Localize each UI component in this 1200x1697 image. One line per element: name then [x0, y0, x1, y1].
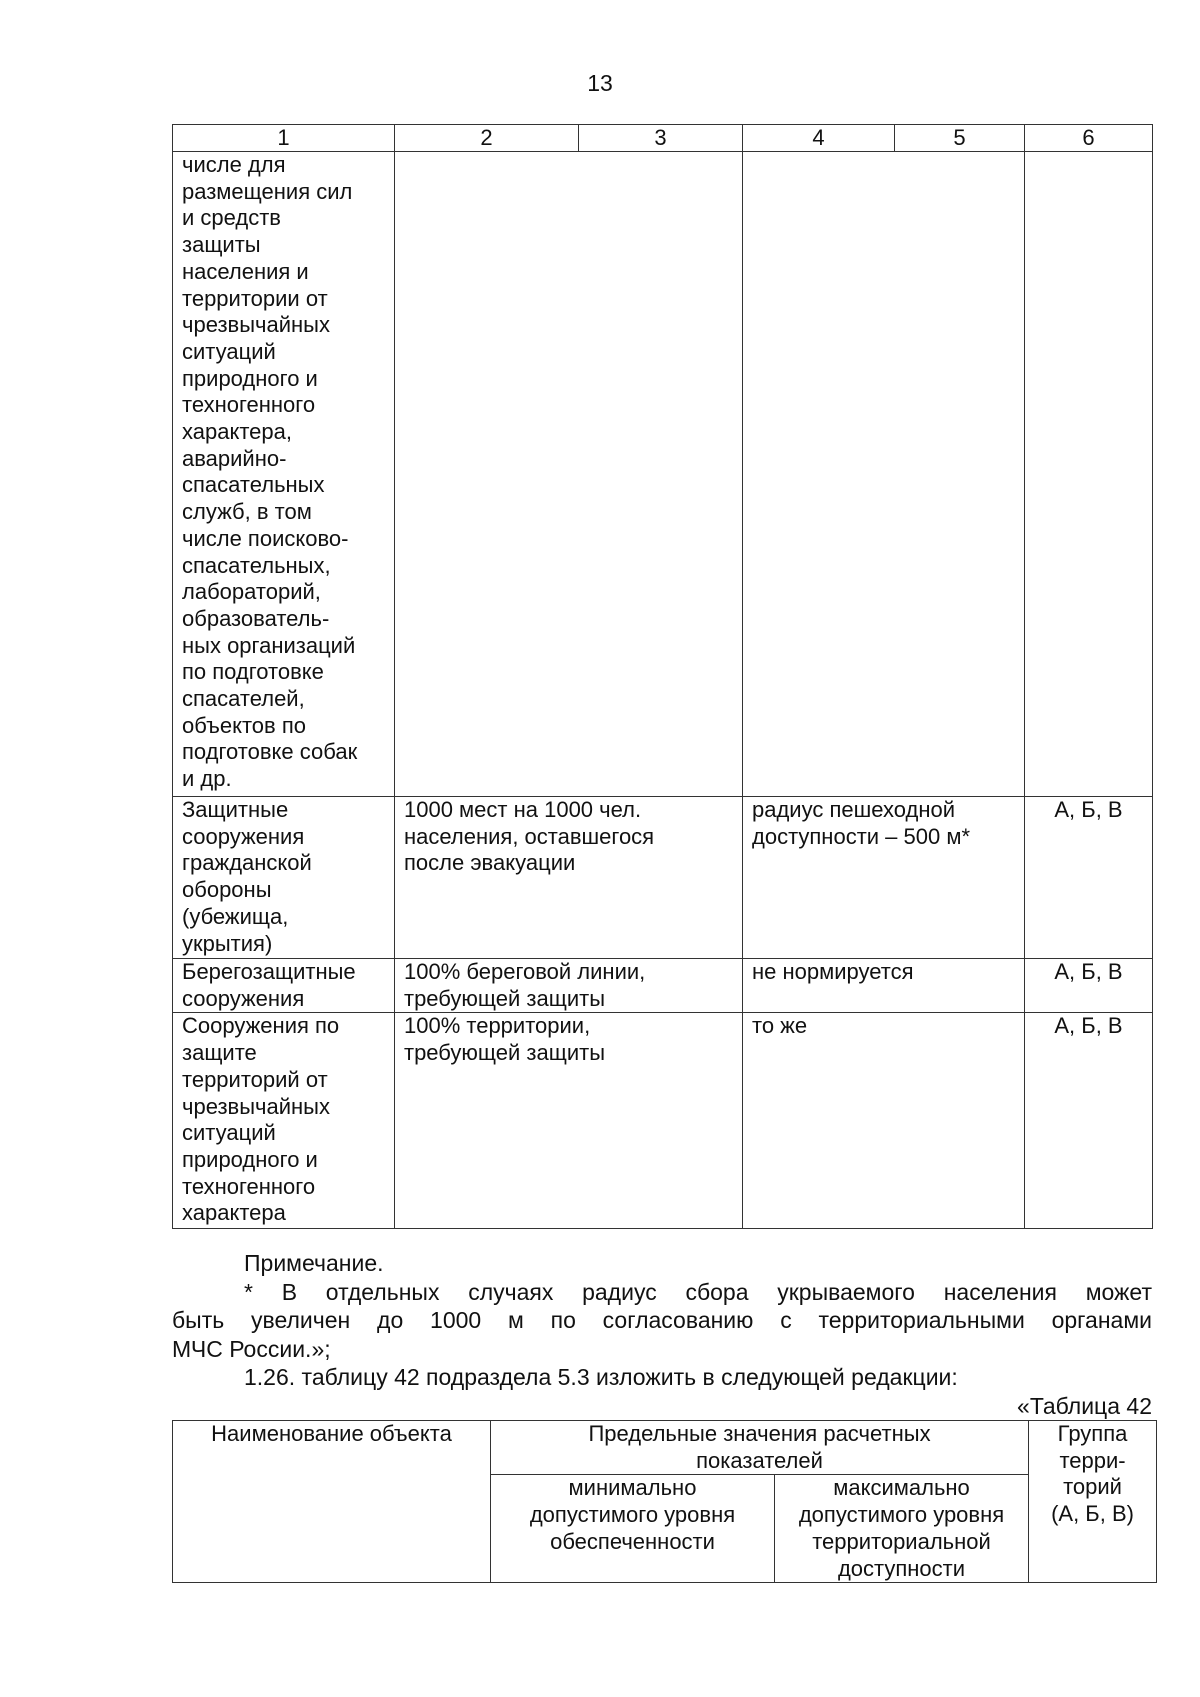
table-row	[173, 959, 1153, 1013]
table-row	[173, 1013, 1153, 1229]
column-number-2: 2	[395, 125, 579, 152]
note-text-line-3: МЧС России.»;	[172, 1336, 331, 1362]
column-number-4: 4	[743, 125, 895, 152]
note-text-line-1: * В отдельных случаях радиус сбора укрываемого населения может	[244, 1279, 1152, 1305]
header-territory-group: Группа терри- торий (А, Б, В)	[1051, 1421, 1134, 1527]
territory-group-cell: А, Б, В	[1054, 1013, 1123, 1039]
min-level-cell: 100% территории, требующей защиты	[404, 1013, 606, 1066]
max-level-cell: радиус пешеходной доступности – 500 м*	[752, 797, 971, 849]
object-name-cell: Защитные сооружения гражданской обороны (убежища, укрытия)	[182, 797, 312, 956]
note-text-line-2: быть увеличен до 1000 м по согласованию с территориальными органами	[172, 1307, 1152, 1333]
column-number-1: 1	[173, 125, 395, 152]
territory-group-cell: А, Б, В	[1054, 797, 1123, 822]
header-max-level: максимально допустимого уровня территориальной доступности	[798, 1475, 1005, 1581]
max-level-cell: то же	[752, 1013, 808, 1039]
table-header-row	[173, 125, 1153, 152]
header-limit-values: Предельные значения расчетных показателей	[588, 1421, 931, 1473]
header-object-name: Наименование объекта	[211, 1421, 452, 1446]
object-name-cell: числе для размещения сил и средств защиты населения и территории от чрезвычайных ситуаций природного и техногенного характера, аварийно- спасательных служб, в том числе поисково- спасательных, лабораторий, образователь- ных организаций по подготовке спасателей, объектов по подготовке собак и др.	[182, 152, 358, 792]
min-level-cell: 100% береговой линии, требующей защиты	[404, 959, 646, 1011]
territory-group-cell: А, Б, В	[1054, 959, 1123, 984]
page-number: 13	[587, 70, 613, 96]
header-min-level: минимально допустимого уровня обеспеченности	[529, 1475, 736, 1554]
note-title: Примечание.	[244, 1250, 384, 1276]
table-row	[173, 152, 1153, 797]
norms-table	[172, 124, 1153, 1229]
object-name-cell: Берегозащитные сооружения	[182, 959, 356, 1011]
object-name-cell: Сооружения по защите территорий от чрезвычайных ситуаций природного и техногенного характера	[182, 1013, 340, 1226]
amendment-instruction: 1.26. таблицу 42 подраздела 5.3 изложить в следующей редакции:	[244, 1364, 958, 1390]
table-row	[173, 797, 1153, 959]
column-number-6: 6	[1025, 125, 1153, 152]
table-42-label: «Таблица 42	[1017, 1393, 1152, 1419]
max-level-cell: не нормируется	[752, 959, 914, 984]
column-number-5: 5	[895, 125, 1025, 152]
table-42-header	[172, 1420, 1157, 1583]
column-number-3: 3	[579, 125, 743, 152]
min-level-cell: 1000 мест на 1000 чел. населения, оставшегося после эвакуации	[404, 797, 655, 876]
table-header-row	[173, 1421, 1157, 1475]
